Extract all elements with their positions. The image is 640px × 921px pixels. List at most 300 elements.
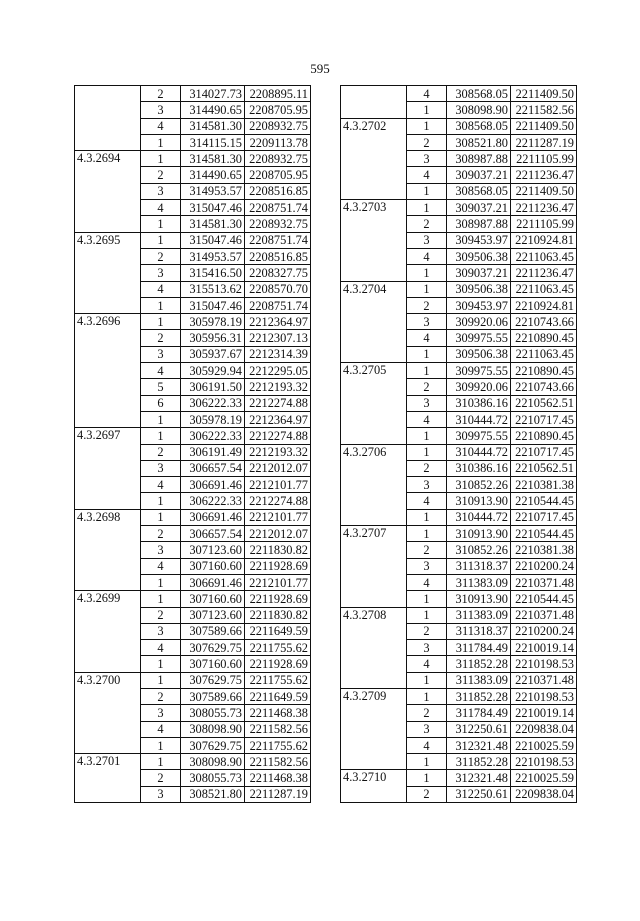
point-number: 3 [141,705,181,721]
table-row [341,770,577,786]
point-number: 1 [141,216,181,232]
point-number: 2 [141,330,181,346]
coordinate-table-right [340,85,577,803]
point-number: 2 [141,688,181,704]
x-coordinate: 309037.21 [447,167,511,183]
y-coordinate: 2212364.97 [245,314,311,330]
y-coordinate: 2210544.45 [511,526,577,542]
y-coordinate: 2212295.05 [245,363,311,379]
y-coordinate: 2210924.81 [511,232,577,248]
x-coordinate: 308987.88 [447,216,511,232]
x-coordinate: 306691.46 [181,477,245,493]
x-coordinate: 309453.97 [447,297,511,313]
y-coordinate: 2210371.48 [511,574,577,590]
x-coordinate: 306691.46 [181,509,245,525]
parcel-id: 4.3.2709 [341,688,407,769]
point-number: 2 [407,216,447,232]
x-coordinate: 308521.80 [447,134,511,150]
x-coordinate: 308568.05 [447,86,511,102]
x-coordinate: 311318.37 [447,623,511,639]
y-coordinate: 2208516.85 [245,183,311,199]
y-coordinate: 2210544.45 [511,493,577,509]
point-number: 4 [407,737,447,753]
point-number: 2 [407,705,447,721]
x-coordinate: 312321.48 [447,737,511,753]
x-coordinate: 305978.19 [181,314,245,330]
point-number: 2 [141,607,181,623]
x-coordinate: 311852.28 [447,656,511,672]
point-number: 3 [407,151,447,167]
page-number: 595 [310,61,330,76]
x-coordinate: 307123.60 [181,607,245,623]
x-coordinate: 311852.28 [447,688,511,704]
x-coordinate: 309920.06 [447,379,511,395]
y-coordinate: 2210019.14 [511,705,577,721]
point-number: 1 [407,428,447,444]
point-number: 1 [141,134,181,150]
y-coordinate: 2210198.53 [511,656,577,672]
y-coordinate: 2210562.51 [511,395,577,411]
y-coordinate: 2208932.75 [245,216,311,232]
x-coordinate: 311852.28 [447,754,511,770]
point-number: 5 [141,379,181,395]
x-coordinate: 310386.16 [447,395,511,411]
y-coordinate: 2208327.75 [245,265,311,281]
y-coordinate: 2211928.69 [245,591,311,607]
point-number: 1 [407,688,447,704]
parcel-id: 4.3.2710 [341,770,407,803]
y-coordinate: 2211236.47 [511,265,577,281]
x-coordinate: 315047.46 [181,200,245,216]
y-coordinate: 2211755.62 [245,737,311,753]
x-coordinate: 314115.15 [181,134,245,150]
y-coordinate: 2210890.45 [511,330,577,346]
y-coordinate: 2208751.74 [245,297,311,313]
x-coordinate: 311383.09 [447,574,511,590]
point-number: 3 [407,640,447,656]
point-number: 1 [141,493,181,509]
y-coordinate: 2212274.88 [245,428,311,444]
point-number: 1 [141,754,181,770]
point-number: 2 [407,134,447,150]
y-coordinate: 2210198.53 [511,688,577,704]
y-coordinate: 2210381.38 [511,477,577,493]
y-coordinate: 2210717.45 [511,444,577,460]
y-coordinate: 2210371.48 [511,672,577,688]
parcel-id: 4.3.2700 [75,672,141,753]
x-coordinate: 309975.55 [447,330,511,346]
y-coordinate: 2210198.53 [511,754,577,770]
x-coordinate: 310444.72 [447,509,511,525]
y-coordinate: 2209113.78 [245,134,311,150]
y-coordinate: 2210025.59 [511,770,577,786]
x-coordinate: 312321.48 [447,770,511,786]
x-coordinate: 308055.73 [181,705,245,721]
x-coordinate: 306222.33 [181,395,245,411]
x-coordinate: 310852.26 [447,477,511,493]
y-coordinate: 2211287.19 [511,134,577,150]
point-number: 4 [141,363,181,379]
table-row [341,363,577,379]
x-coordinate: 315047.46 [181,232,245,248]
x-coordinate: 314581.30 [181,118,245,134]
x-coordinate: 308055.73 [181,770,245,786]
parcel-id: 4.3.2696 [75,314,141,428]
point-number: 1 [141,428,181,444]
point-number: 4 [141,558,181,574]
y-coordinate: 2208516.85 [245,248,311,264]
x-coordinate: 307629.75 [181,672,245,688]
x-coordinate: 306691.46 [181,574,245,590]
x-coordinate: 308568.05 [447,183,511,199]
y-coordinate: 2209838.04 [511,721,577,737]
point-number: 1 [407,346,447,362]
x-coordinate: 309920.06 [447,314,511,330]
x-coordinate: 308521.80 [181,786,245,802]
point-number: 1 [141,411,181,427]
y-coordinate: 2211409.50 [511,86,577,102]
parcel-id [75,86,141,151]
x-coordinate: 309506.38 [447,346,511,362]
x-coordinate: 307589.66 [181,688,245,704]
x-coordinate: 308568.05 [447,118,511,134]
x-coordinate: 306191.49 [181,444,245,460]
x-coordinate: 308098.90 [447,102,511,118]
y-coordinate: 2211830.82 [245,542,311,558]
table-row [341,526,577,542]
x-coordinate: 306222.33 [181,493,245,509]
parcel-id: 4.3.2705 [341,363,407,444]
y-coordinate: 2210924.81 [511,297,577,313]
point-number: 1 [141,574,181,590]
table-row [75,591,311,607]
y-coordinate: 2211105.99 [511,216,577,232]
y-coordinate: 2210381.38 [511,542,577,558]
point-number: 2 [141,444,181,460]
point-number: 1 [407,183,447,199]
table-row [341,607,577,623]
x-coordinate: 311784.49 [447,640,511,656]
y-coordinate: 2211409.50 [511,118,577,134]
y-coordinate: 2211649.59 [245,688,311,704]
x-coordinate: 307123.60 [181,542,245,558]
point-number: 1 [141,672,181,688]
point-number: 3 [407,558,447,574]
x-coordinate: 311383.09 [447,672,511,688]
parcel-id: 4.3.2694 [75,151,141,232]
y-coordinate: 2210717.45 [511,411,577,427]
point-number: 1 [141,151,181,167]
x-coordinate: 310386.16 [447,460,511,476]
parcel-id [341,86,407,119]
y-coordinate: 2212314.39 [245,346,311,362]
x-coordinate: 310913.90 [447,591,511,607]
y-coordinate: 2212101.77 [245,574,311,590]
point-number: 2 [141,167,181,183]
x-coordinate: 307629.75 [181,640,245,656]
table-row [75,86,311,102]
x-coordinate: 314581.30 [181,216,245,232]
x-coordinate: 309037.21 [447,265,511,281]
point-number: 2 [407,460,447,476]
point-number: 4 [141,281,181,297]
x-coordinate: 309975.55 [447,428,511,444]
point-number: 4 [407,86,447,102]
x-coordinate: 308098.90 [181,721,245,737]
y-coordinate: 2208570.70 [245,281,311,297]
table-row [75,314,311,330]
parcel-id: 4.3.2704 [341,281,407,362]
y-coordinate: 2211582.56 [511,102,577,118]
y-coordinate: 2210200.24 [511,558,577,574]
point-number: 4 [407,656,447,672]
parcel-id: 4.3.2695 [75,232,141,313]
point-number: 1 [407,444,447,460]
y-coordinate: 2211063.45 [511,346,577,362]
y-coordinate: 2212012.07 [245,460,311,476]
point-number: 4 [407,248,447,264]
x-coordinate: 307160.60 [181,656,245,672]
point-number: 4 [407,330,447,346]
table-row [75,151,311,167]
y-coordinate: 2212307.13 [245,330,311,346]
table-row [341,86,577,102]
point-number: 2 [407,297,447,313]
x-coordinate: 306191.50 [181,379,245,395]
table-row [75,754,311,770]
point-number: 3 [407,477,447,493]
table-row [341,281,577,297]
y-coordinate: 2208705.95 [245,167,311,183]
y-coordinate: 2212364.97 [245,411,311,427]
point-number: 2 [141,248,181,264]
point-number: 1 [141,737,181,753]
point-number: 4 [141,477,181,493]
x-coordinate: 308987.88 [447,151,511,167]
y-coordinate: 2211236.47 [511,200,577,216]
y-coordinate: 2211928.69 [245,558,311,574]
y-coordinate: 2210562.51 [511,460,577,476]
x-coordinate: 311318.37 [447,558,511,574]
point-number: 1 [407,200,447,216]
point-number: 3 [407,721,447,737]
y-coordinate: 2208895.11 [245,86,311,102]
y-coordinate: 2211468.38 [245,705,311,721]
x-coordinate: 310852.26 [447,542,511,558]
point-number: 1 [141,509,181,525]
point-number: 4 [141,721,181,737]
x-coordinate: 310444.72 [447,444,511,460]
point-number: 4 [407,574,447,590]
y-coordinate: 2212274.88 [245,395,311,411]
point-number: 1 [407,118,447,134]
x-coordinate: 305937.67 [181,346,245,362]
point-number: 1 [407,281,447,297]
y-coordinate: 2210717.45 [511,509,577,525]
table-row [75,428,311,444]
y-coordinate: 2211928.69 [245,656,311,672]
x-coordinate: 308098.90 [181,754,245,770]
x-coordinate: 310913.90 [447,526,511,542]
x-coordinate: 310913.90 [447,493,511,509]
point-number: 3 [141,102,181,118]
point-number: 1 [407,672,447,688]
y-coordinate: 2210019.14 [511,640,577,656]
point-number: 4 [141,200,181,216]
y-coordinate: 2211649.59 [245,623,311,639]
x-coordinate: 314490.65 [181,102,245,118]
y-coordinate: 2208932.75 [245,118,311,134]
point-number: 3 [407,232,447,248]
point-number: 2 [141,526,181,542]
y-coordinate: 2210743.66 [511,379,577,395]
y-coordinate: 2211236.47 [511,167,577,183]
point-number: 1 [407,102,447,118]
point-number: 1 [141,656,181,672]
parcel-id: 4.3.2708 [341,607,407,688]
point-number: 2 [141,770,181,786]
x-coordinate: 309453.97 [447,232,511,248]
point-number: 3 [141,460,181,476]
point-number: 6 [141,395,181,411]
point-number: 1 [141,232,181,248]
x-coordinate: 310444.72 [447,411,511,427]
x-coordinate: 307629.75 [181,737,245,753]
parcel-id: 4.3.2699 [75,591,141,672]
x-coordinate: 312250.61 [447,786,511,802]
y-coordinate: 2211755.62 [245,640,311,656]
y-coordinate: 2211582.56 [245,721,311,737]
x-coordinate: 305929.94 [181,363,245,379]
table-row [341,200,577,216]
y-coordinate: 2209838.04 [511,786,577,802]
point-number: 1 [407,607,447,623]
table-row [341,118,577,134]
y-coordinate: 2211063.45 [511,281,577,297]
y-coordinate: 2212012.07 [245,526,311,542]
y-coordinate: 2211105.99 [511,151,577,167]
y-coordinate: 2210371.48 [511,607,577,623]
parcel-id: 4.3.2707 [341,526,407,607]
parcel-id: 4.3.2703 [341,200,407,281]
x-coordinate: 311784.49 [447,705,511,721]
point-number: 3 [141,346,181,362]
y-coordinate: 2212193.32 [245,379,311,395]
y-coordinate: 2211468.38 [245,770,311,786]
y-coordinate: 2210743.66 [511,314,577,330]
parcel-id: 4.3.2697 [75,428,141,509]
point-number: 1 [407,591,447,607]
x-coordinate: 314581.30 [181,151,245,167]
parcel-id: 4.3.2698 [75,509,141,590]
y-coordinate: 2212101.77 [245,509,311,525]
table-row [341,444,577,460]
x-coordinate: 307589.66 [181,623,245,639]
point-number: 3 [141,183,181,199]
point-number: 1 [407,526,447,542]
x-coordinate: 309506.38 [447,248,511,264]
x-coordinate: 315416.50 [181,265,245,281]
y-coordinate: 2211063.45 [511,248,577,264]
y-coordinate: 2210890.45 [511,428,577,444]
point-number: 4 [141,118,181,134]
x-coordinate: 305956.31 [181,330,245,346]
point-number: 3 [407,395,447,411]
table-row [75,672,311,688]
parcel-id: 4.3.2706 [341,444,407,525]
point-number: 3 [407,314,447,330]
point-number: 2 [407,786,447,802]
point-number: 2 [407,623,447,639]
point-number: 4 [407,167,447,183]
y-coordinate: 2210544.45 [511,591,577,607]
point-number: 3 [141,542,181,558]
x-coordinate: 315047.46 [181,297,245,313]
y-coordinate: 2212193.32 [245,444,311,460]
y-coordinate: 2211409.50 [511,183,577,199]
point-number: 4 [407,411,447,427]
point-number: 1 [141,591,181,607]
x-coordinate: 309037.21 [447,200,511,216]
point-number: 2 [407,542,447,558]
parcel-id: 4.3.2702 [341,118,407,199]
y-coordinate: 2211755.62 [245,672,311,688]
point-number: 1 [407,363,447,379]
x-coordinate: 314953.57 [181,248,245,264]
x-coordinate: 312250.61 [447,721,511,737]
x-coordinate: 307160.60 [181,591,245,607]
y-coordinate: 2208705.95 [245,102,311,118]
table-row [75,509,311,525]
point-number: 2 [141,86,181,102]
y-coordinate: 2212274.88 [245,493,311,509]
point-number: 4 [141,640,181,656]
x-coordinate: 306222.33 [181,428,245,444]
y-coordinate: 2211582.56 [245,754,311,770]
point-number: 1 [407,754,447,770]
point-number: 1 [407,770,447,786]
x-coordinate: 306657.54 [181,526,245,542]
point-number: 3 [141,265,181,281]
x-coordinate: 315513.62 [181,281,245,297]
point-number: 1 [141,314,181,330]
x-coordinate: 314027.73 [181,86,245,102]
point-number: 4 [407,493,447,509]
point-number: 1 [407,509,447,525]
point-number: 1 [141,297,181,313]
y-coordinate: 2210890.45 [511,363,577,379]
x-coordinate: 307160.60 [181,558,245,574]
point-number: 1 [407,265,447,281]
x-coordinate: 311383.09 [447,607,511,623]
x-coordinate: 309975.55 [447,363,511,379]
x-coordinate: 314490.65 [181,167,245,183]
point-number: 3 [141,786,181,802]
y-coordinate: 2212101.77 [245,477,311,493]
y-coordinate: 2210025.59 [511,737,577,753]
y-coordinate: 2208751.74 [245,200,311,216]
x-coordinate: 309506.38 [447,281,511,297]
x-coordinate: 306657.54 [181,460,245,476]
point-number: 2 [407,379,447,395]
y-coordinate: 2210200.24 [511,623,577,639]
x-coordinate: 305978.19 [181,411,245,427]
y-coordinate: 2211287.19 [245,786,311,802]
y-coordinate: 2208932.75 [245,151,311,167]
y-coordinate: 2208751.74 [245,232,311,248]
table-row [341,688,577,704]
point-number: 3 [141,623,181,639]
